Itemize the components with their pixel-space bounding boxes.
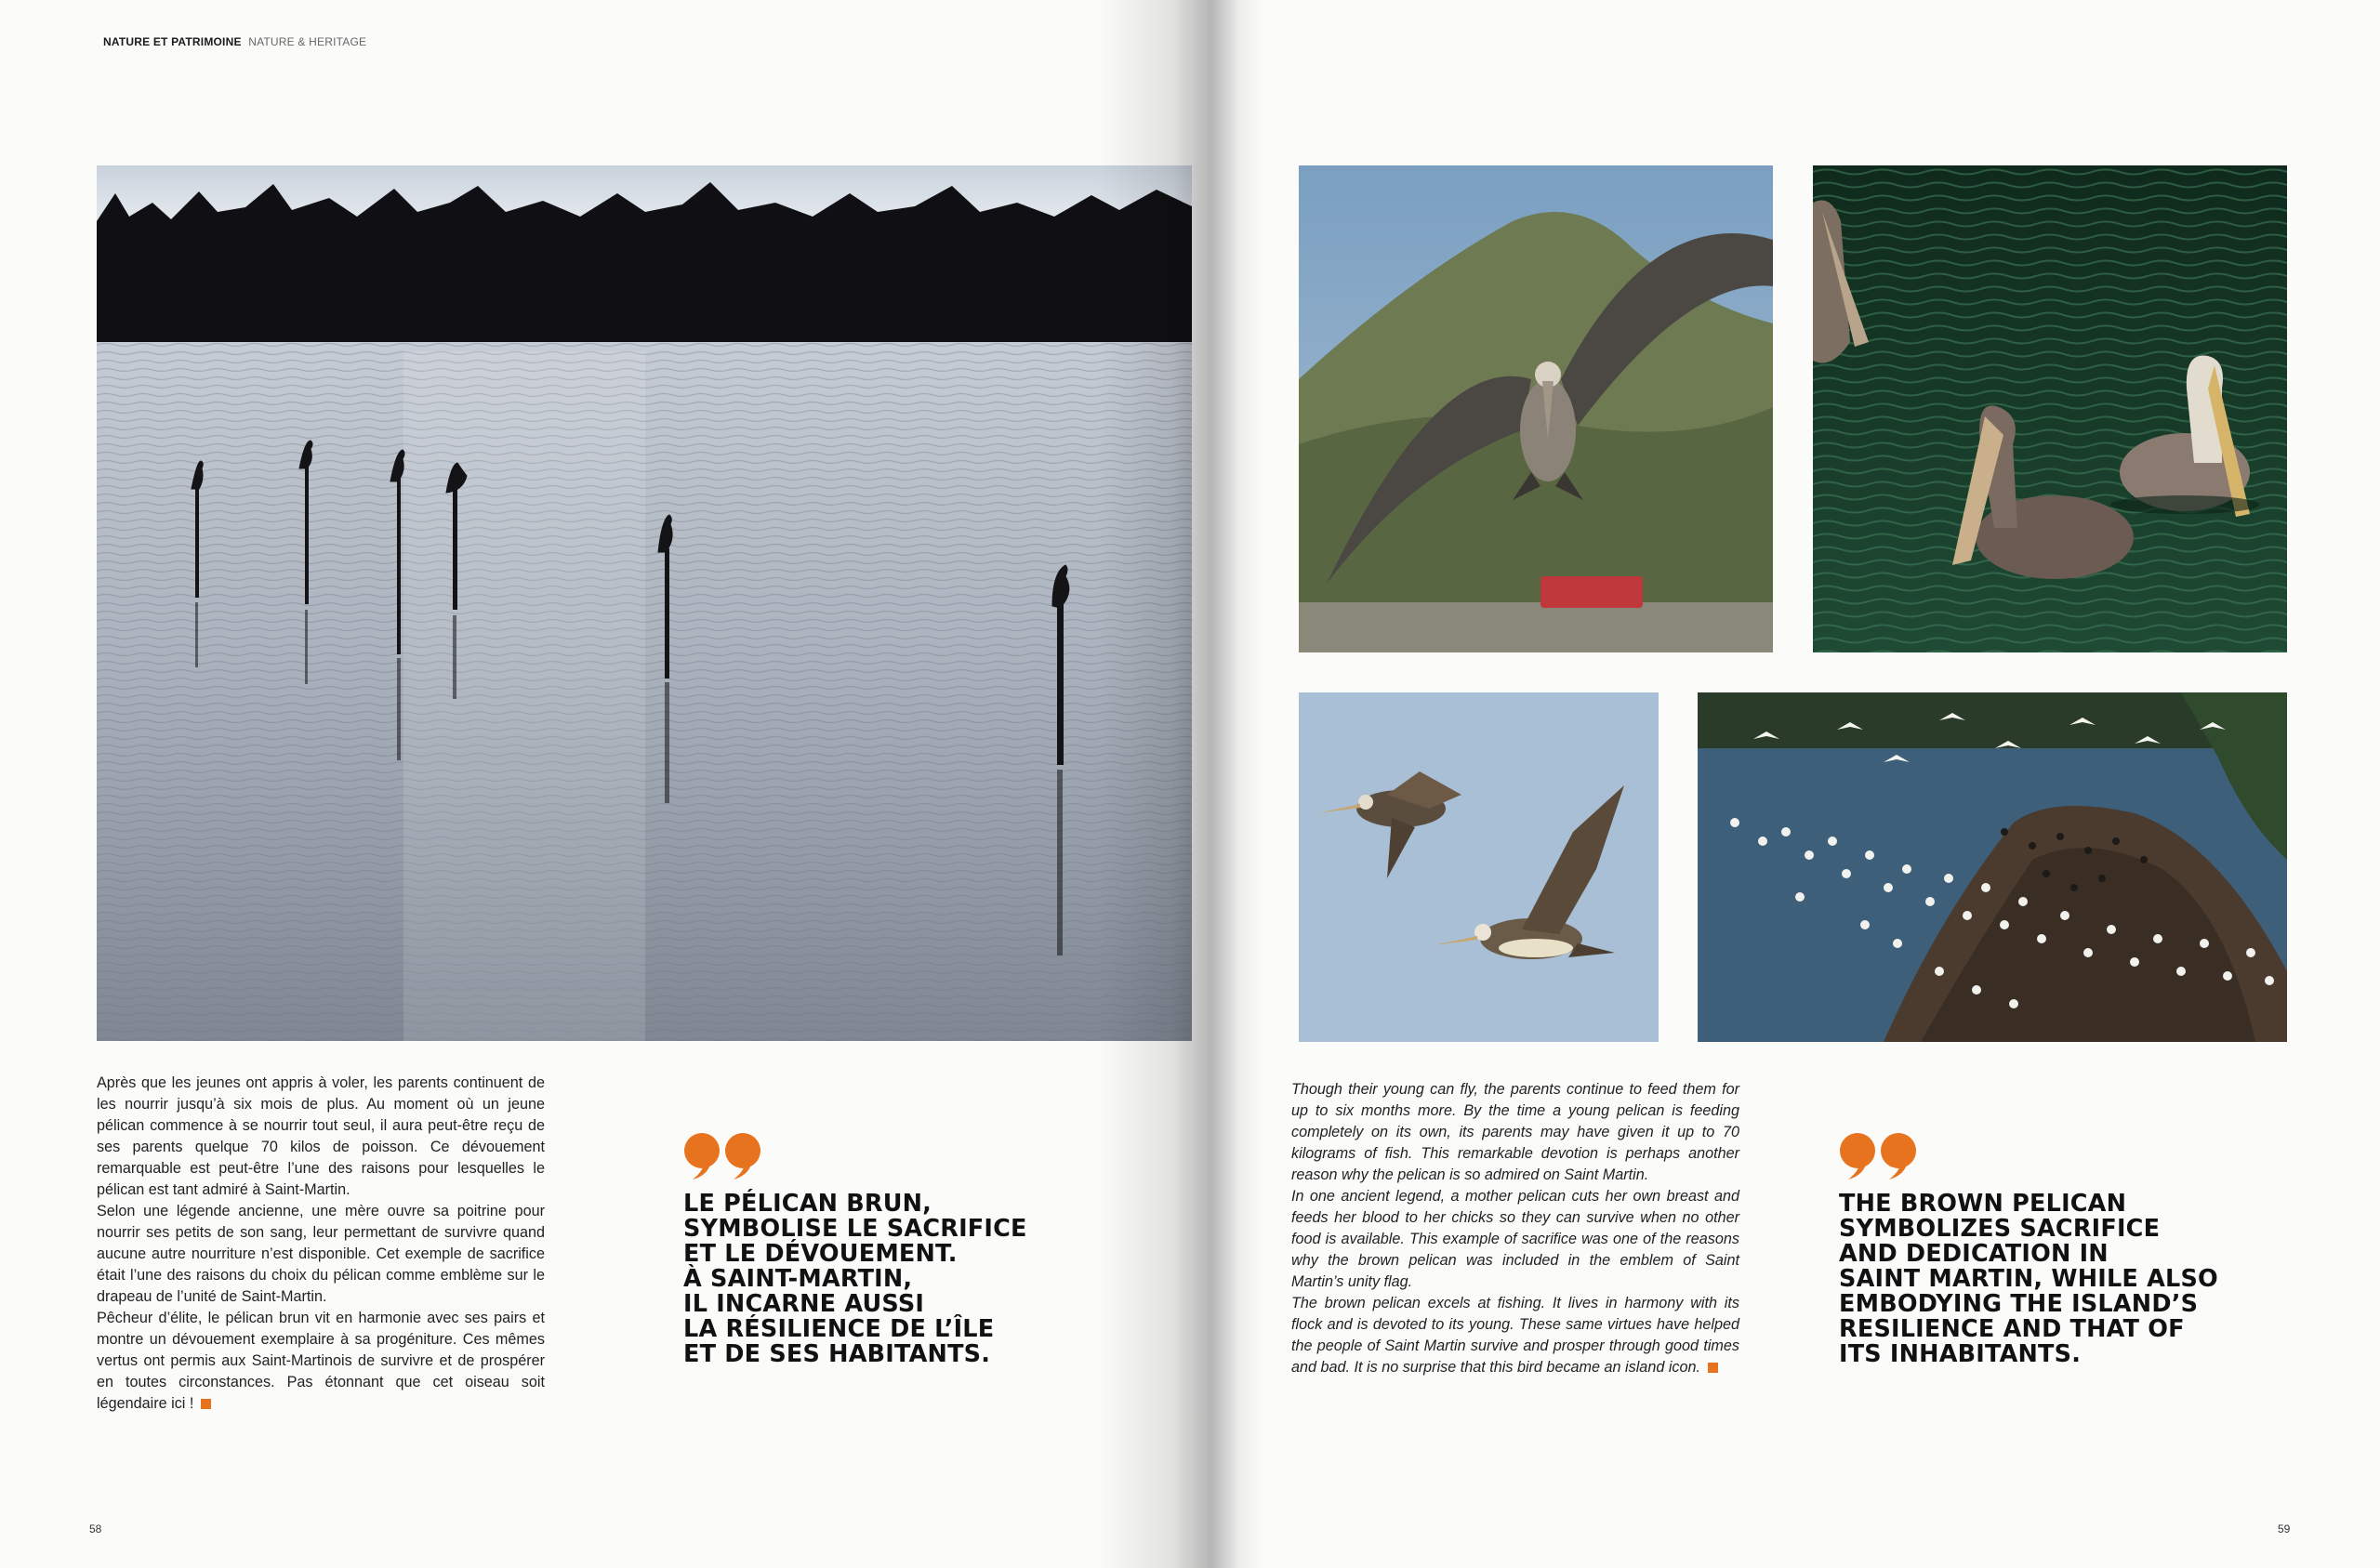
paragraph: Selon une légende ancienne, une mère ouvre sa poitrine pour nourrir ses petits de son sang, leur permettant de survivre quand aucune autre nourriture n’est disponible. Cet exemple de sacrifice était l’une des raisons du choix du pélican comme emblème sur le drapeau de l’unité de Saint-Martin. [97, 1203, 545, 1305]
pullquote-line: AND DEDICATION IN [1839, 1240, 2109, 1268]
section-title: NATURE ET PATRIMOINE [103, 35, 242, 48]
birds-colony-photo [1698, 692, 2287, 1042]
pullquote-line: ET LE DÉVOUEMENT. [683, 1240, 958, 1268]
french-body-text [97, 1073, 545, 1415]
french-pullquote [683, 1132, 1027, 1367]
paragraph-text: Pêcheur d’élite, le pélican brun vit en harmonie avec ses pairs et montre un dévouement exemplaire à sa progéniture. Ces mêmes vertus ont permis aux Saint-Martinois de survivre et de prospérer en toutes circonstances. Pas étonnant que cet oiseau soit légendaire ici ! [97, 1310, 545, 1412]
quotation-mark-icon [683, 1132, 765, 1180]
pullquote-line: À SAINT-MARTIN, [683, 1265, 913, 1293]
paragraph [1291, 1293, 1739, 1378]
running-head [103, 35, 366, 48]
pullquote-line: ET DE SES HABITANTS. [683, 1340, 991, 1368]
english-pullquote [1839, 1132, 2218, 1367]
pullquote-line: SYMBOLISE LE SACRIFICE [683, 1215, 1027, 1243]
paragraph: Though their young can fly, the parents continue to feed them for up to six months more. By the time a young pelican is feeding completely on its own, its parents may have given it up to 70 kilograms of fish. This remarkable devotion is perhaps another reason why the pelican is so admired on Saint Martin. [1291, 1081, 1739, 1183]
page-number: 59 [2278, 1522, 2291, 1535]
pullquote-text [1839, 1192, 2218, 1367]
end-mark-icon [201, 1399, 211, 1409]
english-body-text [1291, 1079, 1739, 1378]
pullquote-line: LE PÉLICAN BRUN, [683, 1190, 932, 1218]
pullquote-line: RESILIENCE AND THAT OF [1839, 1315, 2185, 1343]
pelicans-swimming-photo [1813, 165, 2287, 652]
paragraph [97, 1308, 545, 1415]
pullquote-line: SAINT MARTIN, WHILE ALSO [1839, 1265, 2218, 1293]
two-pelicans-in-flight-photo [1299, 692, 1659, 1042]
paragraph: Après que les jeunes ont appris à voler, les parents continuent de les nourrir jusqu’à six mois de plus. Au moment où un jeune pélican commence à se nourrir tout seul, il aura peut-être reçu de ses parents quelque 70 kilos de poisson. Ce dévouement remarquable est peut-être l’une des raisons pour lesquelles le pélican est tant admiré à Saint-Martin. [97, 1074, 545, 1198]
section-subtitle: NATURE & HERITAGE [248, 35, 367, 48]
pelican-flying-photo [1299, 165, 1773, 652]
pullquote-line: ITS INHABITANTS. [1839, 1340, 2082, 1368]
lagoon-silhouette-pelicans-photo [97, 165, 1192, 1041]
paragraph-text: The brown pelican excels at fishing. It lives in harmony with its flock and is devoted to its young. These same virtues have helped the people of Saint Martin survive and prosper through good times and bad. It is no surprise that this bird became an island icon. [1291, 1295, 1739, 1376]
pullquote-text [683, 1192, 1027, 1367]
pullquote-line: EMBODYING THE ISLAND’S [1839, 1290, 2199, 1318]
end-mark-icon [1708, 1363, 1718, 1373]
page-number: 58 [89, 1522, 102, 1535]
right-page [1205, 0, 2380, 1568]
pullquote-line: SYMBOLIZES SACRIFICE [1839, 1215, 2161, 1243]
pullquote-line: IL INCARNE AUSSI [683, 1290, 925, 1318]
pullquote-line: LA RÉSILIENCE DE L’ÎLE [683, 1315, 995, 1343]
pullquote-line: THE BROWN PELICAN [1839, 1190, 2127, 1218]
paragraph: In one ancient legend, a mother pelican cuts her own breast and feeds her blood to her chicks so they can survive when no other food is available. This example of sacrifice was one of the reasons why the brown pelican was included in the emblem of Saint Martin’s unity flag. [1291, 1188, 1739, 1290]
quotation-mark-icon [1839, 1132, 1921, 1180]
